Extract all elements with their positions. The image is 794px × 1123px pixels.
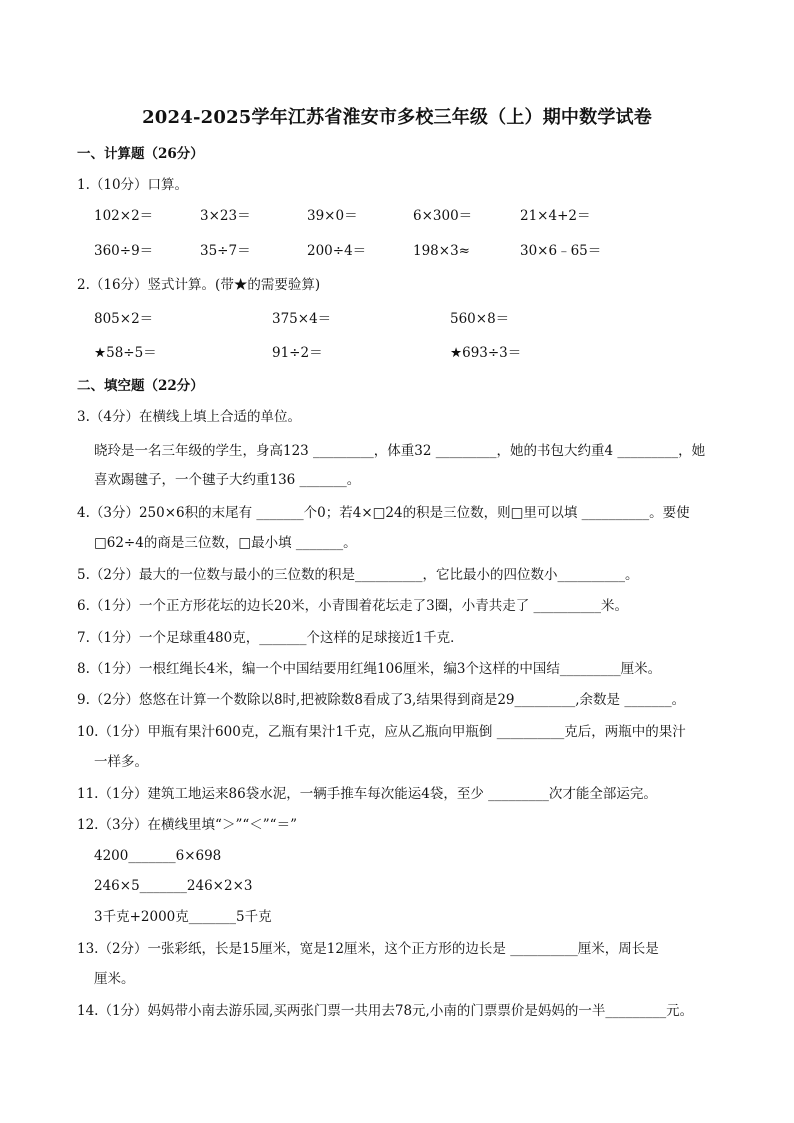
- compare-item: 4200_______6×698: [94, 848, 222, 864]
- oral-calc-item: 39×0＝: [307, 208, 358, 224]
- question-4-text: □62÷4的商是三位数，□最小填 _______。: [94, 535, 357, 551]
- oral-calc-item: 30×6﹣65＝: [520, 243, 602, 259]
- question-6-text: 6.（1分）一个正方形花坛的边长20米，小青围着花坛走了3圈，小青共走了 __________米。: [77, 598, 629, 614]
- question-10-text: 10.（1分）甲瓶有果汁600克，乙瓶有果汁1千克，应从乙瓶向甲瓶倒 __________克后，两瓶中的果汁: [77, 724, 686, 740]
- oral-calc-item: 198×3≈: [413, 243, 470, 259]
- oral-calc-item: 3×23＝: [200, 208, 251, 224]
- vertical-calc-item: ★58÷5＝: [94, 345, 157, 361]
- question-5-text: 5.（2分）最大的一位数与最小的三位数的积是__________，它比最小的四位数小__________。: [77, 567, 639, 583]
- question-13-text: 13.（2分）一张彩纸，长是15厘米，宽是12厘米，这个正方形的边长是 __________厘米，周长是: [77, 941, 659, 957]
- question-9-text: 9.（2分）悠悠在计算一个数除以8时,把被除数8看成了3,结果得到商是29_________,余数是 _______。: [77, 692, 686, 708]
- question-10-text: 一样多。: [94, 754, 148, 770]
- oral-calc-item: 35÷7＝: [200, 243, 251, 259]
- question-4-text: 4.（3分）250×6积的末尾有 _______个0；若4×□24的积是三位数，则□里可以填 __________。要使: [77, 505, 690, 521]
- question-7-text: 7.（1分）一个足球重480克，_______个这样的足球接近1千克．: [77, 630, 464, 646]
- question-3-text: 喜欢踢毽子，一个毽子大约重136 _______。: [94, 472, 361, 488]
- compare-item: 246×5_______246×2×3: [94, 878, 253, 894]
- question-13-text: 厘米。: [94, 971, 135, 987]
- vertical-calc-item: 91÷2＝: [272, 345, 323, 361]
- question-3-text: 晓玲是一名三年级的学生，身高123 _________，体重32 _________，她的书包大约重4 _________，她: [94, 443, 706, 459]
- oral-calc-item: 360÷9＝: [94, 243, 154, 259]
- question-1-stem: 1.（10分）口算。: [77, 177, 189, 193]
- page-title: 2024-2025学年江苏省淮安市多校三年级（上）期中数学试卷: [142, 107, 652, 128]
- vertical-calc-item: 805×2＝: [94, 311, 154, 327]
- question-12-stem: 12.（3分）在横线里填“＞”“＜”“＝”: [77, 817, 297, 833]
- question-8-text: 8.（1分）一根红绳长4米，编一个中国结要用红绳106厘米，编3个这样的中国结_________厘米。: [77, 661, 662, 677]
- vertical-calc-item: 560×8＝: [450, 311, 510, 327]
- question-3-stem: 3.（4分）在横线上填上合适的单位。: [77, 409, 301, 425]
- compare-item: 3千克+2000克_______5千克: [94, 909, 272, 925]
- section-heading-calculation: 一、计算题（26分）: [77, 146, 204, 162]
- oral-calc-item: 21×4+2＝: [520, 208, 591, 224]
- oral-calc-item: 6×300＝: [413, 208, 473, 224]
- vertical-calc-item: ★693÷3＝: [450, 345, 522, 361]
- oral-calc-item: 102×2＝: [94, 208, 154, 224]
- section-heading-fill-blank: 二、填空题（22分）: [77, 378, 204, 394]
- oral-calc-item: 200÷4＝: [307, 243, 367, 259]
- vertical-calc-item: 375×4＝: [272, 311, 332, 327]
- question-14-text: 14.（1分）妈妈带小南去游乐园,买两张门票一共用去78元,小南的门票票价是妈妈的一半_________元。: [77, 1003, 694, 1019]
- question-2-stem: 2.（16分）竖式计算。(带★的需要验算): [77, 277, 321, 293]
- question-11-text: 11.（1分）建筑工地运来86袋水泥，一辆手推车每次能运4袋，至少 _________次才能全部运完。: [77, 786, 657, 802]
